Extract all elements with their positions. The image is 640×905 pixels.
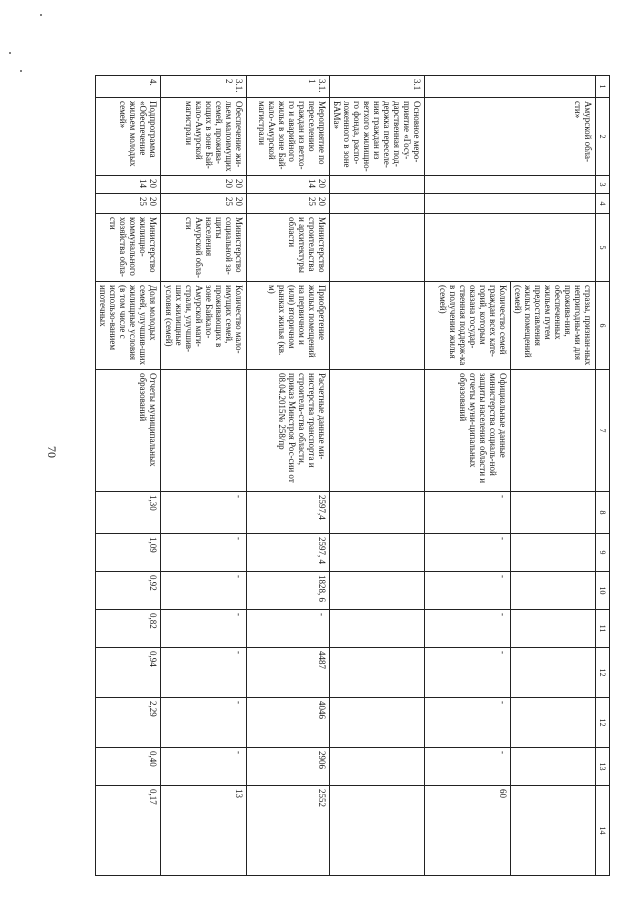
value-cell <box>330 786 425 876</box>
value-cell <box>511 610 596 648</box>
value-cell: 2597,4 <box>247 492 330 534</box>
row-start-year: 2014 <box>96 176 161 194</box>
col-number: 9 <box>596 534 610 572</box>
value-cell: 1828, 6 <box>247 572 330 610</box>
value-cell <box>330 492 425 534</box>
value-cell: 0,82 <box>96 610 161 648</box>
row-end-year: 2025 <box>247 194 330 214</box>
page-number: 70 <box>45 446 59 458</box>
indicators-table <box>95 75 610 876</box>
value-cell <box>511 748 596 786</box>
col-number: 12 <box>596 648 610 698</box>
row-indicator: Количество мало-имущих семей, проживающих в зоне Байкало-Амурской маги-страли, улучшив-ших жилищные условия (семей) <box>161 282 247 370</box>
table-row <box>511 76 596 876</box>
col-number: 2 <box>596 98 610 176</box>
value-cell: 0,94 <box>96 648 161 698</box>
table-row <box>247 76 330 876</box>
table-row <box>96 76 161 876</box>
value-cell: - <box>161 610 247 648</box>
value-cell <box>330 610 425 648</box>
value-cell: - <box>161 748 247 786</box>
value-cell <box>330 748 425 786</box>
row-source <box>161 370 247 492</box>
value-cell: - <box>161 648 247 698</box>
col-number: 11 <box>596 610 610 648</box>
value-cell: - <box>247 610 330 648</box>
value-cell: - <box>425 698 511 748</box>
col-number: 1 <box>596 76 610 98</box>
row-indicator <box>330 282 425 370</box>
row-start-year <box>330 176 425 194</box>
value-cell: - <box>425 534 511 572</box>
value-cell: - <box>425 610 511 648</box>
row-indicator: Приобретение жилых помещений на первичном и (или) вторичном рынках жилья (кв. м) <box>247 282 330 370</box>
row-code <box>425 76 596 98</box>
row-executor: Министерство социальной за-щиты населения Амурской обла-сти <box>161 214 247 282</box>
value-cell <box>330 572 425 610</box>
value-cell: 4487 <box>247 648 330 698</box>
value-cell: 2552 <box>247 786 330 876</box>
row-source <box>511 370 596 492</box>
col-number: 4 <box>596 194 610 214</box>
col-number: 12 <box>596 698 610 748</box>
row-code: 3.1.1 <box>247 76 330 98</box>
row-start-year <box>425 176 596 194</box>
row-code: 4. <box>96 76 161 98</box>
row-name: Подпрограмма «Обеспечение жильем молодых семей» <box>96 98 161 176</box>
scan-speck <box>9 52 11 54</box>
column-number-row <box>596 76 610 876</box>
col-number: 6 <box>596 282 610 370</box>
value-cell <box>330 698 425 748</box>
row-code: 3.1.2 <box>161 76 247 98</box>
row-indicator: Доля молодых семей, улучшив-ших жилищные условия (в том числе с использо-ванием ипотечных <box>96 282 161 370</box>
value-cell: 1,30 <box>96 492 161 534</box>
value-cell: 0,92 <box>96 572 161 610</box>
value-cell: - <box>425 648 511 698</box>
value-cell <box>511 572 596 610</box>
value-cell: 2597, 4 <box>247 534 330 572</box>
table-frame <box>98 75 610 875</box>
row-name: Основное меро-приятие «Госу-дарственная под-держка переселе-ния граждан из ветхого жилищно-го фонда, распо-ложенного в зоне БАМа» <box>330 98 425 176</box>
value-cell <box>330 648 425 698</box>
row-executor <box>425 214 596 282</box>
table-row <box>161 76 247 876</box>
col-number: 13 <box>596 748 610 786</box>
row-end-year: 2025 <box>161 194 247 214</box>
value-cell <box>511 786 596 876</box>
rotated-table <box>98 75 610 875</box>
value-cell: 1,09 <box>96 534 161 572</box>
col-number: 3 <box>596 176 610 194</box>
row-source: Отчеты муниципальных образований <box>96 370 161 492</box>
row-name: Мероприятие по переселению граждан из ветхо-го и аварийного жилья в зоне Бай-кало-Амурской магистрали <box>247 98 330 176</box>
col-number: 10 <box>596 572 610 610</box>
col-number: 8 <box>596 492 610 534</box>
row-start-year: 2020 <box>161 176 247 194</box>
table-row <box>330 76 425 876</box>
value-cell: 2,29 <box>96 698 161 748</box>
row-indicator: Количество семей граждан всех кате-горий, которым оказана государ-ственная поддерж-ка в получении жилья (семей) <box>425 282 511 370</box>
col-number: 14 <box>596 786 610 876</box>
col-number: 7 <box>596 370 610 492</box>
row-end-year: 2025 <box>96 194 161 214</box>
row-end-year <box>425 194 596 214</box>
value-cell <box>511 492 596 534</box>
value-cell: - <box>425 748 511 786</box>
value-cell <box>330 534 425 572</box>
row-name: Обеспечение жи-льем малоимущих семей, прожива-ющих в зоне Бай-кало-Амурской магистрали <box>161 98 247 176</box>
row-code: 3.1 <box>330 76 425 98</box>
value-cell: 0,40 <box>96 748 161 786</box>
row-executor <box>330 214 425 282</box>
col-number: 5 <box>596 214 610 282</box>
row-name: Амурской обла-сти» <box>425 98 596 176</box>
value-cell: - <box>425 492 511 534</box>
value-cell: 4046 <box>247 698 330 748</box>
value-cell: - <box>161 572 247 610</box>
value-cell: - <box>161 492 247 534</box>
row-end-year <box>330 194 425 214</box>
value-cell: 13 <box>161 786 247 876</box>
row-executor: Министерство строительства и архитектуры области <box>247 214 330 282</box>
value-cell <box>511 698 596 748</box>
value-cell: 0,17 <box>96 786 161 876</box>
scan-speck <box>20 70 22 72</box>
value-cell <box>511 534 596 572</box>
row-start-year: 2014 <box>247 176 330 194</box>
value-cell: 60 <box>425 786 511 876</box>
row-source <box>330 370 425 492</box>
value-cell: - <box>161 534 247 572</box>
value-cell: 2906 <box>247 748 330 786</box>
row-executor: Министерство жилищно-коммунального хозяйства обла-сти <box>96 214 161 282</box>
row-source: Расчетные данные ми-нистерства транспорта и строитель-ства области, приказ Минстроя Рос-сии от 08.04.2015№ 258/пр <box>247 370 330 492</box>
row-indicator: стразы, признан-ных непригодны-ми для прожива-ния, обеспеченных жильем путем предоставления жилых помещений (семей) <box>511 282 596 370</box>
value-cell: - <box>425 572 511 610</box>
scan-speck <box>40 14 42 16</box>
value-cell: - <box>161 698 247 748</box>
row-source: Официальные данные министерства социаль-ной защиты населения области и отчеты муни-ципальных образований <box>425 370 511 492</box>
value-cell <box>511 648 596 698</box>
